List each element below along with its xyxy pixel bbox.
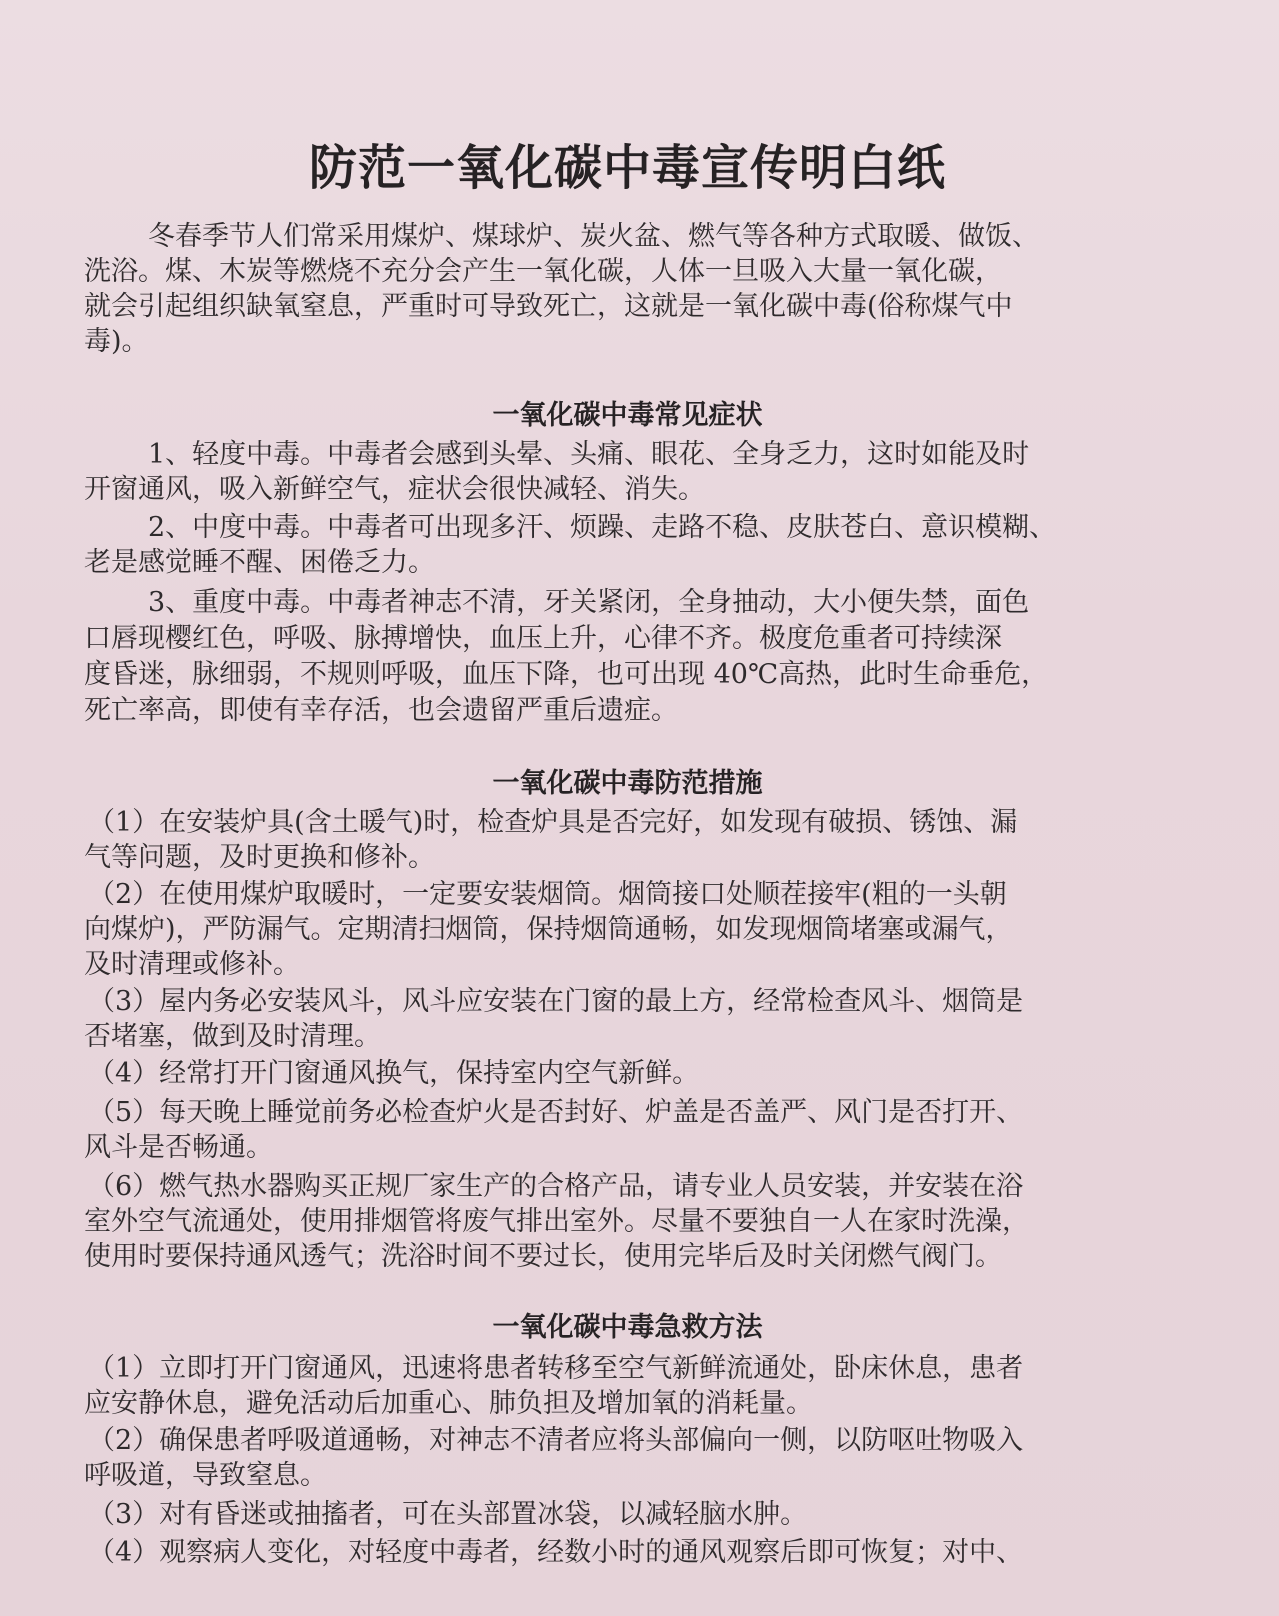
intro-line: 就会引起组织缺氧窒息，严重时可导致死亡，这就是一氧化碳中毒(俗称煤气中 <box>84 291 1013 322</box>
prevention-line: （6）燃气热水器购买正规厂家生产的合格产品，请专业人员安装，并安装在浴 <box>88 1171 1024 1202</box>
section-heading-symptoms: 一氧化碳中毒常见症状 <box>492 400 763 431</box>
prevention-line: （4）经常打开门窗通风换气，保持室内空气新鲜。 <box>88 1058 700 1089</box>
prevention-line: 风斗是否畅通。 <box>84 1132 273 1163</box>
prevention-line: （2）在使用煤炉取暖时，一定要安装烟筒。烟筒接口处顺茬接牢(粗的一头朝 <box>88 879 1007 910</box>
symptom-line: 口唇现樱红色，呼吸、脉搏增快，血压上升，心律不齐。极度危重者可持续深 <box>84 623 1002 654</box>
symptom-line: 死亡率高，即使有幸存活，也会遗留严重后遗症。 <box>84 695 678 726</box>
intro-line: 毒)。 <box>84 326 149 357</box>
prevention-line: （1）在安装炉具(含土暖气)时，检查炉具是否完好，如发现有破损、锈蚀、漏 <box>88 807 1018 838</box>
prevention-line: 室外空气流通处，使用排烟管将废气排出室外。尽量不要独自一人在家时洗澡， <box>84 1206 1029 1237</box>
prevention-line: 气等问题，及时更换和修补。 <box>84 842 435 873</box>
symptom-line: 老是感觉睡不醒、困倦乏力。 <box>84 547 435 578</box>
symptom-line: 1、轻度中毒。中毒者会感到头晕、头痛、眼花、全身乏力，这时如能及时 <box>148 439 1030 470</box>
first-aid-line: 呼吸道，导致窒息。 <box>84 1460 327 1491</box>
first-aid-line: （4）观察病人变化，对轻度中毒者，经数小时的通风观察后即可恢复；对中、 <box>88 1537 1024 1568</box>
prevention-line: 及时清理或修补。 <box>84 949 300 980</box>
intro-line: 冬春季节人们常采用煤炉、煤球炉、炭火盆、燃气等各种方式取暖、做饭、 <box>148 221 1039 252</box>
section-heading-first-aid: 一氧化碳中毒急救方法 <box>492 1312 763 1343</box>
symptom-line: 度昏迷，脉细弱，不规则呼吸，血压下降，也可出现 40℃高热，此时生命垂危， <box>84 659 1049 690</box>
prevention-line: 否堵塞，做到及时清理。 <box>84 1021 381 1052</box>
prevention-line: 使用时要保持通风透气；洗浴时间不要过长，使用完毕后及时关闭燃气阀门。 <box>84 1241 1002 1272</box>
intro-line: 洗浴。煤、木炭等燃烧不充分会产生一氧化碳，人体一旦吸入大量一氧化碳， <box>84 256 1002 287</box>
symptom-line: 3、重度中毒。中毒者神志不清，牙关紧闭，全身抽动，大小便失禁，面色 <box>148 587 1030 618</box>
document-title: 防范一氧化碳中毒宣传明白纸 <box>308 140 946 196</box>
symptom-line: 开窗通风，吸入新鲜空气，症状会很快减轻、消失。 <box>84 474 705 505</box>
prevention-line: （5）每天晚上睡觉前务必检查炉火是否封好、炉盖是否盖严、风门是否打开、 <box>88 1097 1024 1128</box>
first-aid-line: （2）确保患者呼吸道通畅，对神志不清者应将头部偏向一侧，以防呕吐物吸入 <box>88 1425 1024 1456</box>
section-heading-prevention: 一氧化碳中毒防范措施 <box>492 768 763 799</box>
prevention-line: 向煤炉)，严防漏气。定期清扫烟筒，保持烟筒通畅，如发现烟筒堵塞或漏气， <box>84 914 1013 945</box>
first-aid-line: （1）立即打开门窗通风，迅速将患者转移至空气新鲜流通处，卧床休息，患者 <box>88 1353 1024 1384</box>
first-aid-line: 应安静休息，避免活动后加重心、肺负担及增加氧的消耗量。 <box>84 1388 813 1419</box>
prevention-line: （3）屋内务必安装风斗，风斗应安装在门窗的最上方，经常检查风斗、烟筒是 <box>88 986 1024 1017</box>
first-aid-line: （3）对有昏迷或抽搐者，可在头部置冰袋，以减轻脑水肿。 <box>88 1499 808 1530</box>
symptom-line: 2、中度中毒。中毒者可出现多汗、烦躁、走路不稳、皮肤苍白、意识模糊、 <box>148 512 1057 543</box>
